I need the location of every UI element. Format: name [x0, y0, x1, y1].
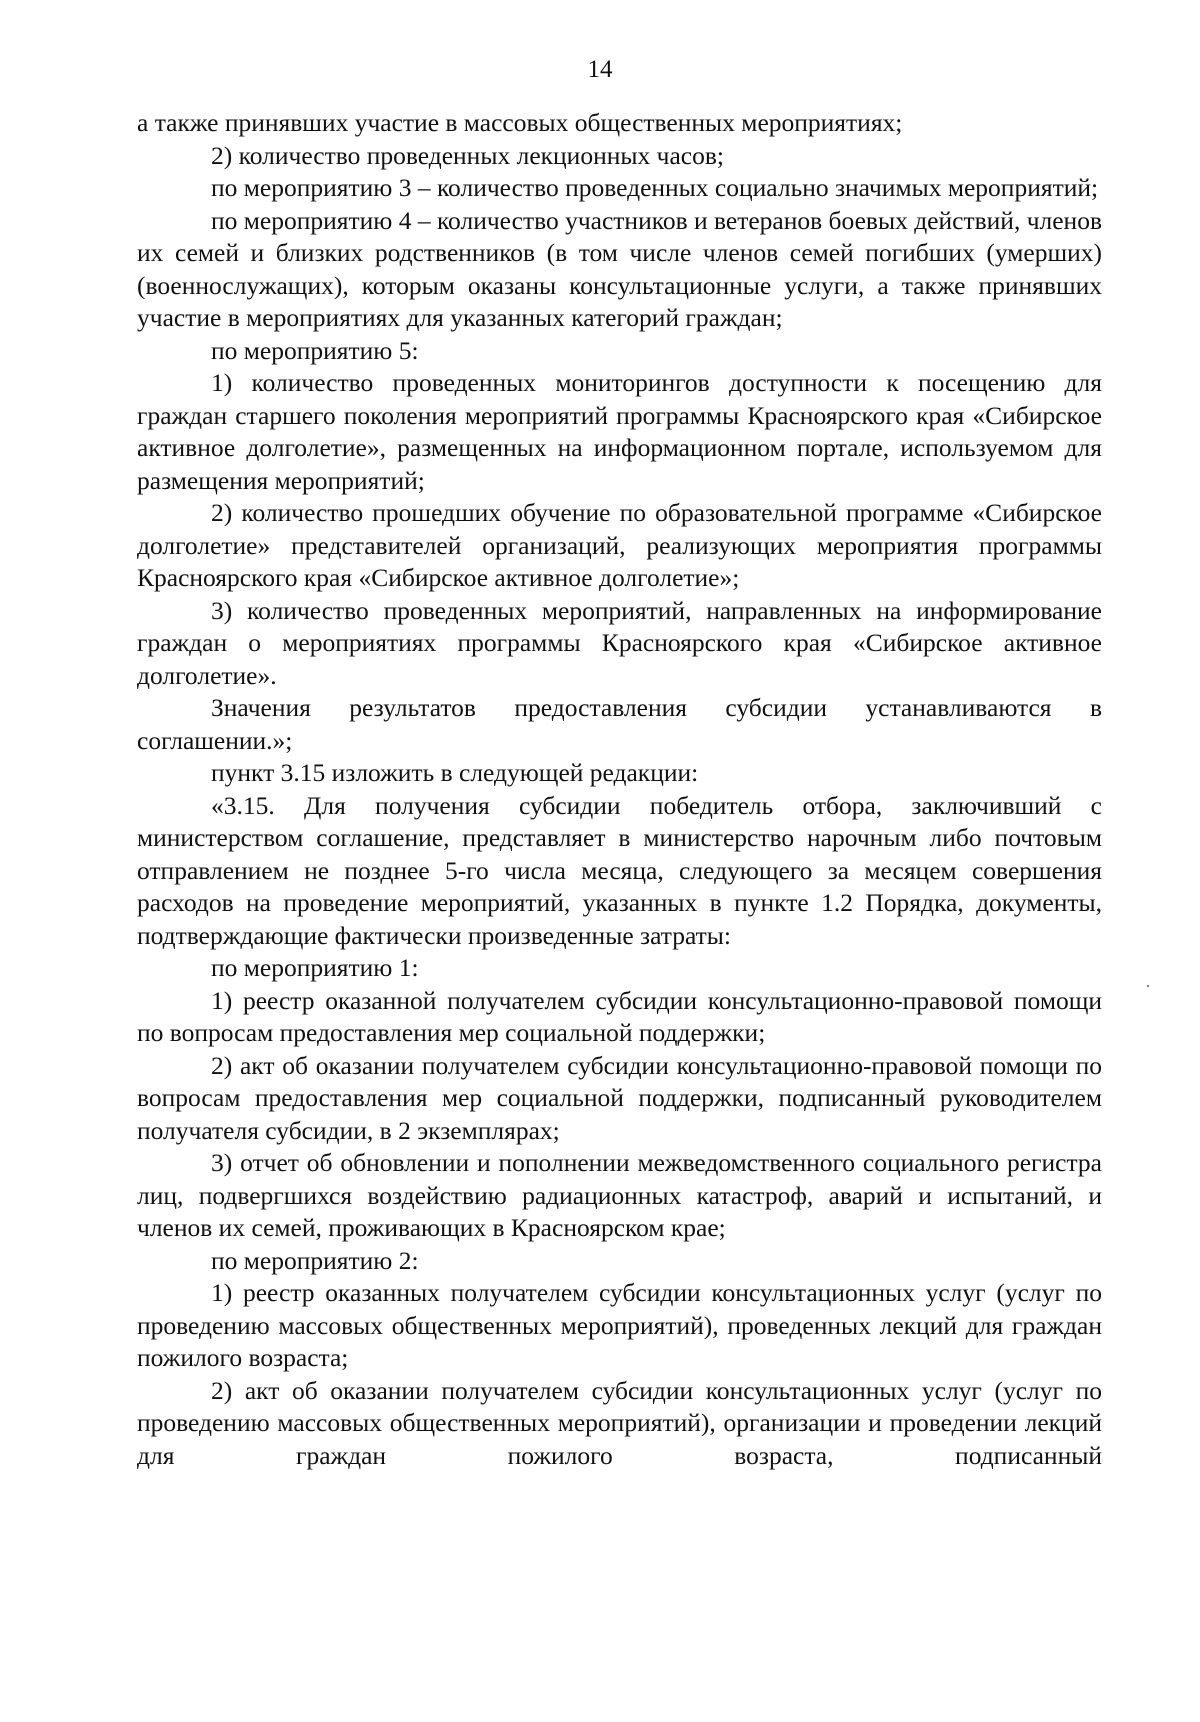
- page-number: 14: [587, 56, 613, 83]
- paragraph: по мероприятию 4 – количество участников и ветеранов боевых действий, членов их семей и близких родственников (в том числе членов семей погибших (умерших) (военнослужащих), которым оказаны консультационные услуги, а также принявших участие в мероприятиях для указанных категорий граждан;: [137, 205, 1102, 332]
- paragraph: по мероприятию 5:: [211, 335, 419, 365]
- paragraph: 2) акт об оказании получателем субсидии консультационных услуг (услуг по проведению массовых общественных мероприятий), организации и проведении лекций для граждан пожилого возраста, подписанный: [137, 1375, 1102, 1470]
- document-body: [137, 107, 1102, 1472]
- paragraph: пункт 3.15 изложить в следующей редакции:: [211, 758, 699, 787]
- paragraph: по мероприятию 2:: [211, 1245, 419, 1275]
- paragraph: 3) отчет об обновлении и пополнении межведомственного социального регистра лиц, подвергшихся воздействию радиационных катастроф, аварий и испытаний, и членов их семей, проживающих в Красноярском крае;: [137, 1148, 1102, 1242]
- paragraph: 2) акт об оказании получателем субсидии консультационно-правовой помощи по вопросам предоставления мер социальной поддержки, подписанный руководителем получателя субсидии, в 2 экземплярах;: [137, 1050, 1102, 1145]
- scan-speck: [1147, 985, 1149, 987]
- paragraph: по мероприятию 1:: [211, 953, 419, 982]
- paragraph: а также принявших участие в массовых общественных мероприятиях;: [137, 108, 903, 137]
- paragraph: 3) количество проведенных мероприятий, направленных на информирование граждан о мероприятиях программы Красноярского края «Сибирское активное долголетие».: [137, 595, 1102, 690]
- paragraph: «3.15. Для получения субсидии победитель отбора, заключивший с министерством соглашение, представляет в министерство нарочным либо почтовым отправлением не позднее 5-го числа месяца, следующего за месяцем совершения расходов на проведение мероприятий, указанных в пункте 1.2 Порядка, документы, подтверждающие фактически произведенные затраты:: [137, 790, 1102, 950]
- paragraph: 2) количество проведенных лекционных часов;: [211, 140, 724, 170]
- paragraph: Значения результатов предоставления субсидии устанавливаются в соглашении.»;: [137, 693, 1102, 755]
- paragraph: 1) реестр оказанных получателем субсидии консультационных услуг (услуг по проведению массовых общественных мероприятий), проведенных лекций для граждан пожилого возраста;: [137, 1278, 1102, 1372]
- paragraph: 2) количество прошедших обучение по образовательной программе «Сибирское долголетие» представителей организаций, реализующих мероприятия программы Красноярского края «Сибирское активное долголетие»;: [137, 498, 1102, 592]
- paragraph: по мероприятию 3 – количество проведенных социально значимых мероприятий;: [211, 173, 1099, 202]
- paragraph: 1) количество проведенных мониторингов доступности к посещению для граждан старшего поколения мероприятий программы Красноярского края «Сибирское активное долголетие», размещенных на информационном портале, используемом для размещения мероприятий;: [137, 368, 1102, 495]
- paragraph: 1) реестр оказанной получателем субсидии консультационно-правовой помощи по вопросам предоставления мер социальной поддержки;: [137, 985, 1102, 1047]
